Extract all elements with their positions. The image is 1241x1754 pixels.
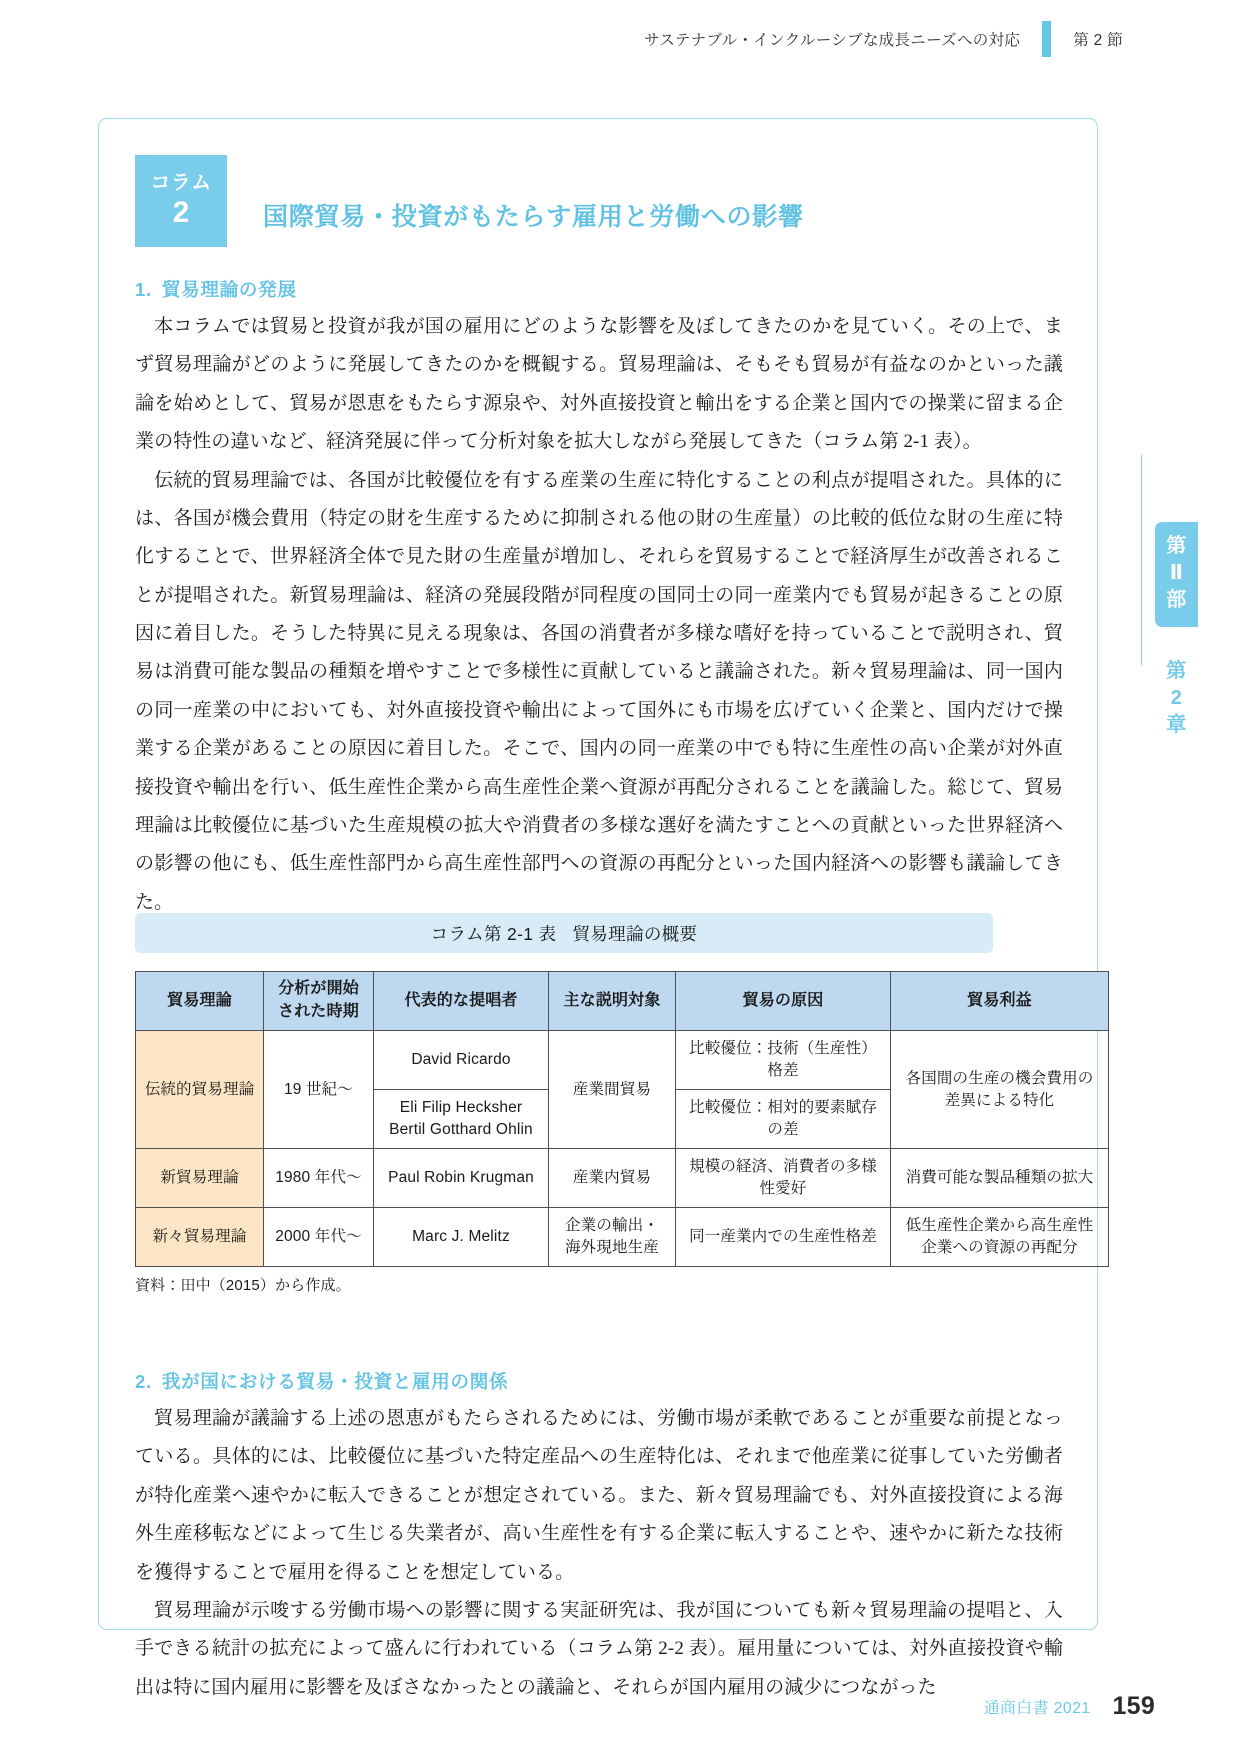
section-number-1: 1. [135, 279, 152, 300]
footer-publication-label: 通商白書 2021 [983, 1699, 1091, 1717]
section-title-1: 貿易理論の発展 [161, 279, 297, 300]
cell-proponent-heckscher-ohlin [374, 1090, 549, 1149]
col-header-period-line1: 分析が開始 [278, 980, 359, 998]
section-number-2: 2. [135, 1371, 152, 1392]
paragraph-2-1: 貿易理論が議論する上述の恩恵がもたらされるためには、労働市場が柔軟であることが重要な前提となっている。具体的には、比較優位に基づいた特定産品への生産特化は、それまで他産業に従事していた労働者が特化産業へ速やかに転入できることが想定されている。また、新々貿易理論でも、対外直接投資による海外生産移転などによって生じる失業者が、高い生産性を有する企業に転入することや、速やかに新たな技術を獲得することで雇用を得ることを想定している。 [135, 1408, 1063, 1583]
table-caption-title: 貿易理論の概要 [572, 923, 698, 944]
side-tab-chapter [1155, 658, 1198, 739]
cell-cause-new [676, 1149, 891, 1208]
cell-cause-traditional-2-line2: の差 [767, 1121, 799, 1138]
header-divider-rule [1042, 21, 1051, 57]
cell-object-newnew-line1: 企業の輸出・ [565, 1217, 659, 1234]
cell-benefit-newnew [891, 1208, 1109, 1267]
col-header-proponents: 代表的な提唱者 [374, 972, 549, 1031]
side-tab-part-line3: 部 [1166, 589, 1187, 611]
cell-cause-newnew: 同一産業内での生産性格差 [676, 1208, 891, 1267]
col-header-period [264, 972, 374, 1031]
table-row [136, 1208, 1109, 1267]
column-badge-word: コラム [150, 172, 212, 195]
cell-cause-traditional-1 [676, 1031, 891, 1090]
side-tab-part-line1: 第 [1166, 535, 1187, 557]
cell-period-new: 1980 年代〜 [264, 1149, 374, 1208]
side-tab-chapter-line1: 第 [1166, 660, 1187, 682]
column-number-badge [135, 155, 227, 247]
cell-cause-traditional-2 [676, 1090, 891, 1149]
cell-cause-new-line2: 性愛好 [759, 1180, 807, 1197]
col-header-period-line2: された時期 [278, 1003, 359, 1020]
cell-object-newnew-line2: 海外現地生産 [565, 1239, 659, 1256]
cell-benefit-new: 消費可能な製品種類の拡大 [891, 1149, 1109, 1208]
table-caption-number: コラム第 2-1 表 [430, 923, 557, 944]
cell-cause-traditional-2-line1: 比較優位：相対的要素賦存 [689, 1099, 877, 1116]
table-caption [135, 913, 993, 953]
col-header-cause: 貿易の原因 [676, 972, 891, 1031]
cell-proponent-melitz: Marc J. Melitz [374, 1208, 549, 1267]
cell-theory-newnew: 新々貿易理論 [136, 1208, 264, 1267]
column-badge-number: 2 [172, 196, 190, 230]
cell-proponent-hecksher: Eli Filip Hecksher [399, 1099, 523, 1116]
col-header-benefit: 貿易利益 [891, 972, 1109, 1031]
side-tab-part-line2: Ⅱ [1169, 562, 1184, 584]
paragraph-1-1: 本コラムでは貿易と投資が我が国の雇用にどのような影響を及ぼしてきたのかを見ていく。その上で、まず貿易理論がどのように発展してきたのかを概観する。貿易理論は、そもそも貿易が有益なのかといった議論を始めとして、貿易が恩恵をもたらす源泉や、対外直接投資と輸出をする企業と国内での操業に留まる企業の特性の違いなど、経済発展に伴って分析対象を拡大しながら発展してきた（コラム第 2-1 表）。 [135, 316, 1063, 453]
cell-benefit-newnew-line2: 企業への資源の再配分 [921, 1239, 1078, 1256]
column-heading-group [135, 155, 804, 247]
trade-theory-table [135, 971, 1109, 1267]
cell-cause-new-line1: 規模の経済、消費者の多様 [689, 1158, 877, 1175]
side-vertical-rule [1141, 455, 1142, 665]
side-tab-chapter-line3: 章 [1166, 714, 1187, 736]
table-row [136, 1031, 1109, 1090]
cell-period-traditional: 19 世紀〜 [264, 1031, 374, 1149]
cell-theory-traditional: 伝統的貿易理論 [136, 1031, 264, 1149]
table-source-note: 資料：田中（2015）から作成。 [135, 1277, 351, 1294]
side-tab-part [1155, 522, 1198, 627]
header-document-title: サステナブル・インクルーシブな成長ニーズへの対応 [644, 32, 1021, 49]
cell-benefit-traditional-line1: 各国間の生産の機会費用の [905, 1069, 1094, 1087]
col-header-object: 主な説明対象 [549, 972, 676, 1031]
table-header-row [136, 972, 1109, 1031]
table-row [136, 1149, 1109, 1208]
header-section-label: 第 2 節 [1073, 32, 1123, 49]
cell-benefit-traditional-line2: 差異による特化 [944, 1091, 1055, 1109]
section-heading-2 [135, 1368, 1063, 1394]
cell-cause-traditional-1-line2: 格差 [767, 1062, 799, 1079]
page-header [0, 0, 1241, 78]
cell-proponent-ohlin: Bertil Gotthard Ohlin [389, 1121, 533, 1138]
footer-page-number: 159 [1112, 1691, 1155, 1720]
paragraph-1-2: 伝統的貿易理論では、各国が比較優位を有する産業の生産に特化することの利点が提唱された。具体的には、各国が機会費用（特定の財を生産するために抑制される他の財の生産量）の比較的低位な財の生産に特化することで、世界経済全体で見た財の生産量が増加し、それらを貿易することで経済厚生が改善されることが提唱された。新貿易理論は、経済の発展段階が同程度の国同士の同一産業内でも貿易が起きることの原因に着目した。そうした特異に見える現象は、各国の消費者が多様な嗜好を持っていることで説明され、貿易は消費可能な製品の種類を増やすことで多様性に貢献していると議論された。新々貿易理論は、同一国内の同一産業の中においても、対外直接投資や輸出によって国外にも市場を広げていく企業と、国内だけで操業する企業があることの原因に着目した。そこで、国内の同一産業の中でも特に生産性の高い企業が対外直接投資や輸出を行い、低生産性企業から高生産性企業へ資源が再配分されることを議論した。総じて、貿易理論は比較優位に基づいた生産規模の拡大や消費者の多様な選好を満たすことへの貢献といった世界経済への影響の他にも、低生産性部門から高生産性部門への資源の再配分といった国内経済への影響も議論してきた。 [135, 469, 1063, 913]
section-heading-1 [135, 276, 1063, 302]
cell-benefit-traditional [891, 1031, 1109, 1149]
cell-benefit-newnew-line1: 低生産性企業から高生産性 [905, 1217, 1094, 1234]
col-header-theory: 貿易理論 [136, 972, 264, 1031]
side-tab-chapter-line2: 2 [1170, 687, 1183, 709]
cell-proponent-ricardo: David Ricardo [374, 1031, 549, 1090]
column-title: 国際貿易・投資がもたらす雇用と労働への影響 [263, 203, 804, 231]
column-body-content [135, 276, 1063, 922]
section-title-2: 我が国における貿易・投資と雇用の関係 [161, 1371, 509, 1392]
column-body-content-2 [135, 1368, 1063, 1707]
paragraph-2-2: 貿易理論が示唆する労働市場への影響に関する実証研究は、我が国についても新々貿易理論の提唱と、入手できる統計の拡充によって盛んに行われている（コラム第 2-2 表）。雇用量については、対外直接投資や輸出は特に国内雇用に影響を及ぼさなかったとの議論と、それらが国内雇用の減少につながった [135, 1599, 1063, 1698]
table-block-2-1 [135, 913, 1108, 1295]
cell-cause-traditional-1-line1: 比較優位：技術（生産性） [689, 1040, 877, 1057]
page-footer [0, 1658, 1241, 1754]
cell-theory-new: 新貿易理論 [136, 1149, 264, 1208]
cell-object-new: 産業内貿易 [549, 1149, 676, 1208]
cell-object-traditional: 産業間貿易 [549, 1031, 676, 1149]
cell-object-newnew [549, 1208, 676, 1267]
cell-proponent-krugman: Paul Robin Krugman [374, 1149, 549, 1208]
cell-period-newnew: 2000 年代〜 [264, 1208, 374, 1267]
